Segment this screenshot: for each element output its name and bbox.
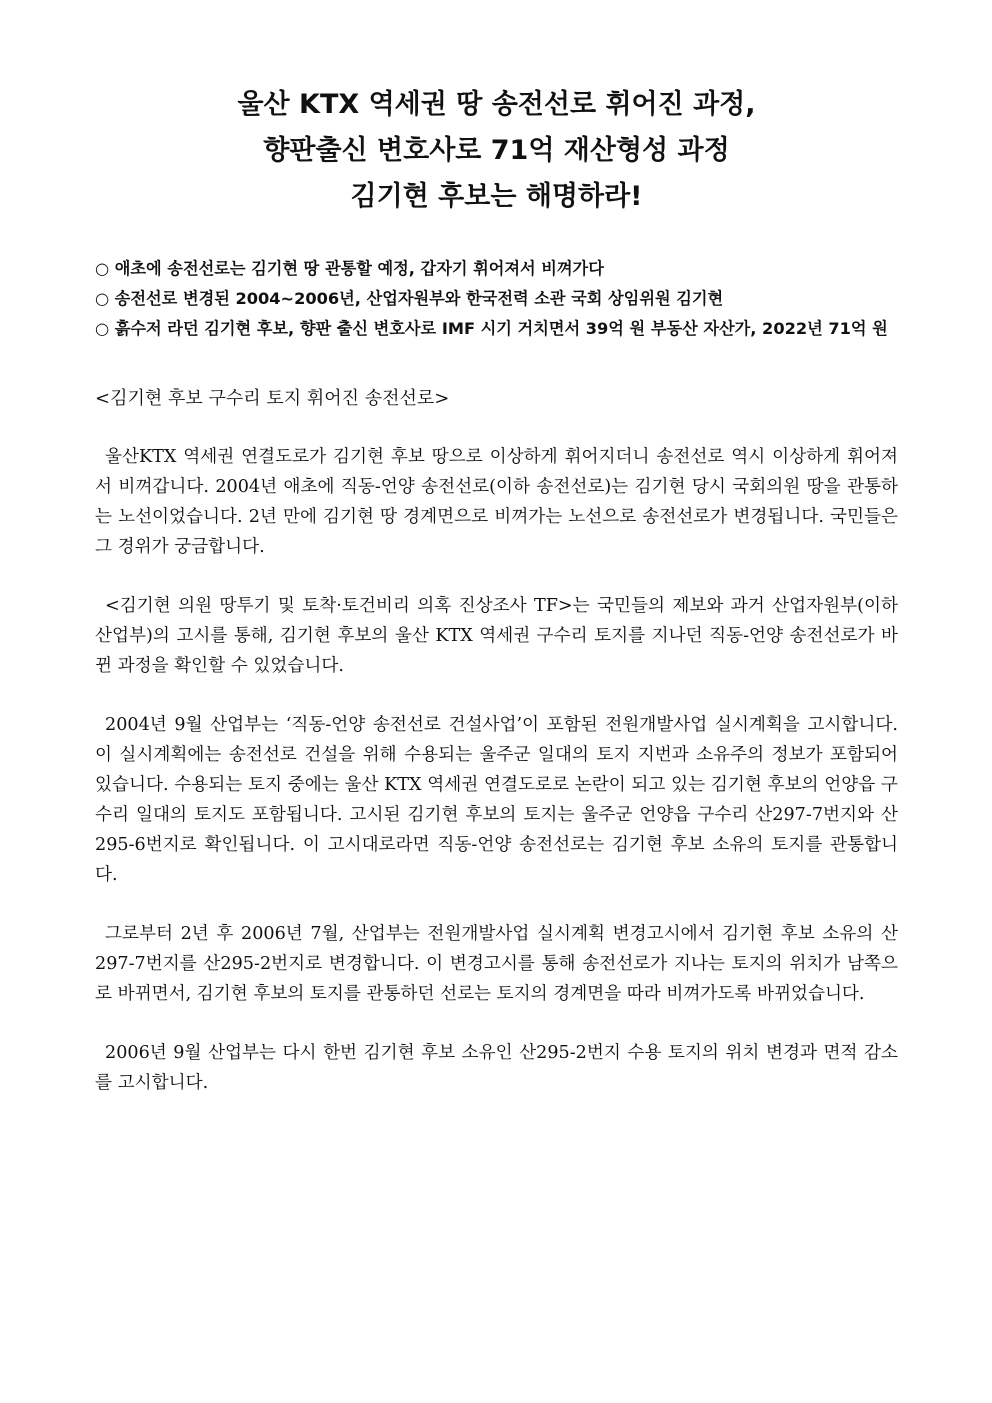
body-paragraph-3: 2004년 9월 산업부는 ‘직동-언양 송전선로 건설사업’이 포함된 전원개발사업 실시계획을 고시합니다. 이 실시계획에는 송전선로 건설을 위해 수용되는 울주군 일대의 토지 지번과 소유주의 정보가 포함되어 있습니다. 수용되는 토지 중에는 울산 KTX 역세권 연결도로로 논란이 되고 있는 김기현 후보의 언양읍 구수리 일대의 토지도 포함됩니다. 고시된 김기현 후보의 토지는 울주군 언양읍 구수리 산297-7번지와 산295-6번지로 확인됩니다. 이 고시대로라면 직동-언양 송전선로는 김기현 후보 소유의 토지를 관통합니다. <box>95 715 898 885</box>
body-paragraph-1: 울산KTX 역세권 연결도로가 김기현 후보 땅으로 이상하게 휘어지더니 송전선로 역시 이상하게 휘어져서 비껴갑니다. 2004년 애초에 직동-언양 송전선로(이하 송전선로)는 김기현 당시 국회의원 땅을 관통하는 노선이었습니다. 2년 만에 김기현 땅 경계면으로 비껴가는 노선으로 송전선로가 변경됩니다. 국민들은 그 경위가 궁금합니다. <box>95 447 898 557</box>
summary-item-2: ○ 송전선로 변경된 2004~2006년, 산업자원부와 한국전력 소관 국회 상임위원 김기현 <box>95 289 724 308</box>
section-subtitle: <김기현 후보 구수리 토지 휘어진 송전선로> <box>95 388 450 409</box>
title-line-2: 향판출신 변호사로 71억 재산형성 과정 <box>263 135 730 166</box>
body-paragraph-4: 그로부터 2년 후 2006년 7월, 산업부는 전원개발사업 실시계획 변경고시에서 김기현 후보 소유의 산297-7번지를 산295-2번지로 변경합니다. 이 변경고시를 통해 송전선로가 지나는 토지의 위치가 남쪽으로 바뀌면서, 김기현 후보의 토지를 관통하던 선로는 토지의 경계면을 따라 비껴가도록 바뀌었습니다. <box>95 924 898 1004</box>
title-line-1: 울산 KTX 역세권 땅 송전선로 휘어진 과정, <box>237 89 756 120</box>
summary-item-3: ○ 흙수저 라던 김기현 후보, 향판 출신 변호사로 IMF 시기 거치면서 39억 원 부동산 자산가, 2022년 71억 원 <box>95 319 888 338</box>
summary-item-1: ○ 애초에 송전선로는 김기현 땅 관통할 예정, 갑자기 휘어져서 비껴가다 <box>95 259 604 278</box>
body-paragraph-5: 2006년 9월 산업부는 다시 한번 김기현 후보 소유인 산295-2번지 수용 토지의 위치 변경과 면적 감소를 고시합니다. <box>95 1043 898 1093</box>
title-line-3: 김기현 후보는 해명하라! <box>350 181 643 212</box>
summary-list <box>95 254 898 344</box>
document-page <box>95 82 898 1116</box>
body-paragraph-2: <김기현 의원 땅투기 및 토착·토건비리 의혹 진상조사 TF>는 국민들의 제보와 과거 산업자원부(이하 산업부)의 고시를 통해, 김기현 후보의 울산 KTX 역세권 구수리 토지를 지나던 직동-언양 송전선로가 바뀐 과정을 확인할 수 있었습니다. <box>95 596 898 676</box>
document-title <box>95 82 898 220</box>
